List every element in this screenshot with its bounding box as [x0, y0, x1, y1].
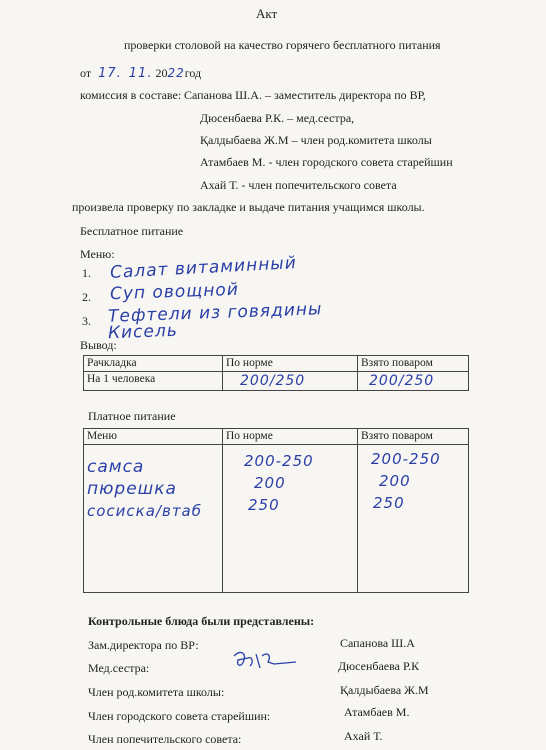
table-header: По норме	[223, 356, 358, 372]
body-text: произвела проверку по закладке и выдаче питания учащимся школы.	[72, 200, 425, 214]
commission-member: Ахай Т. - член попечительского совета	[200, 178, 397, 192]
menu-item-handwritten: Салат витаминный	[109, 253, 298, 283]
handwritten-value: 200	[254, 474, 286, 492]
menu-label: Меню:	[80, 247, 115, 261]
control-name: Дюсенбаева Р.К	[338, 659, 420, 673]
control-name: Ахай Т.	[344, 729, 383, 743]
date-suffix: год	[184, 66, 202, 80]
handwritten-value: сосиска/втаб	[87, 502, 202, 520]
menu-item-number: 2.	[82, 290, 91, 304]
date-year-hand: 22	[167, 66, 185, 80]
paid-meal-heading: Платное питание	[88, 409, 176, 423]
menu-item-number: 3.	[82, 314, 91, 328]
table-cell	[358, 445, 469, 593]
control-role: Мед.сестра:	[88, 661, 150, 675]
table-header: Взято поваром	[358, 356, 469, 372]
handwritten-value: 200-250	[244, 452, 314, 470]
commission-member: Қалдыбаева Ж.М – член род.комитета школы	[200, 133, 432, 147]
date-year-prefix: 20	[155, 66, 168, 80]
handwritten-value: 250	[248, 496, 280, 514]
date-month: 11.	[128, 66, 153, 81]
control-name: Қалдыбаева Ж.М	[340, 683, 429, 697]
table-header: Меню	[84, 429, 223, 445]
document-title: Акт	[256, 6, 278, 21]
control-name: Атамбаев М.	[344, 705, 410, 719]
signature	[226, 646, 302, 674]
handwritten-value: 200/250	[240, 373, 306, 389]
handwritten-value: 200-250	[371, 450, 441, 468]
menu-item-handwritten: Суп овощной	[109, 279, 240, 305]
menu-item-number: 1.	[82, 266, 91, 280]
control-heading: Контрольные блюда были представлены:	[88, 614, 315, 628]
control-role: Член попечительского совета:	[88, 732, 242, 746]
commission-member: Сапанова Ш.А. – заместитель директора по ВР,	[184, 88, 426, 102]
date-line	[80, 66, 201, 81]
control-role: Зам.директора по ВР:	[88, 638, 199, 652]
table-cell	[223, 445, 358, 593]
table-header: По норме	[223, 429, 358, 445]
free-meal-heading: Бесплатное питание	[80, 224, 184, 238]
conclusion-label: Вывод:	[80, 338, 117, 352]
date-day: 17.	[98, 66, 122, 81]
document-subtitle: проверки столовой на качество горячего бесплатного питания	[124, 38, 441, 52]
commission-member: Атамбаев М. - член городского совета старейшин	[200, 155, 453, 169]
free-meal-table	[83, 355, 469, 391]
menu-item-handwritten: Тефтели из говядины	[107, 299, 323, 327]
table-cell	[84, 445, 223, 593]
handwritten-value: 200	[379, 472, 411, 490]
paid-meal-table	[83, 428, 469, 593]
table-header: Рачкладка	[84, 356, 223, 372]
commission-member: Дюсенбаева Р.К. – мед.сестра,	[200, 111, 355, 125]
handwritten-value: пюрешка	[87, 479, 177, 499]
table-header: Взято поваром	[358, 429, 469, 445]
control-role: Член род.комитета школы:	[88, 685, 225, 699]
handwritten-value: 250	[373, 494, 405, 512]
control-name: Сапанова Ш.А	[340, 636, 415, 650]
table-cell	[223, 372, 358, 391]
handwritten-value: 200/250	[369, 373, 435, 389]
control-role: Член городского совета старейшин:	[88, 709, 271, 723]
handwritten-value: самса	[87, 457, 145, 477]
menu-item-handwritten: Кисель	[107, 320, 179, 344]
date-prefix: от	[80, 66, 92, 80]
commission-label: комиссия в составе:	[80, 88, 182, 102]
table-cell: На 1 человека	[84, 372, 223, 391]
table-cell	[358, 372, 469, 391]
